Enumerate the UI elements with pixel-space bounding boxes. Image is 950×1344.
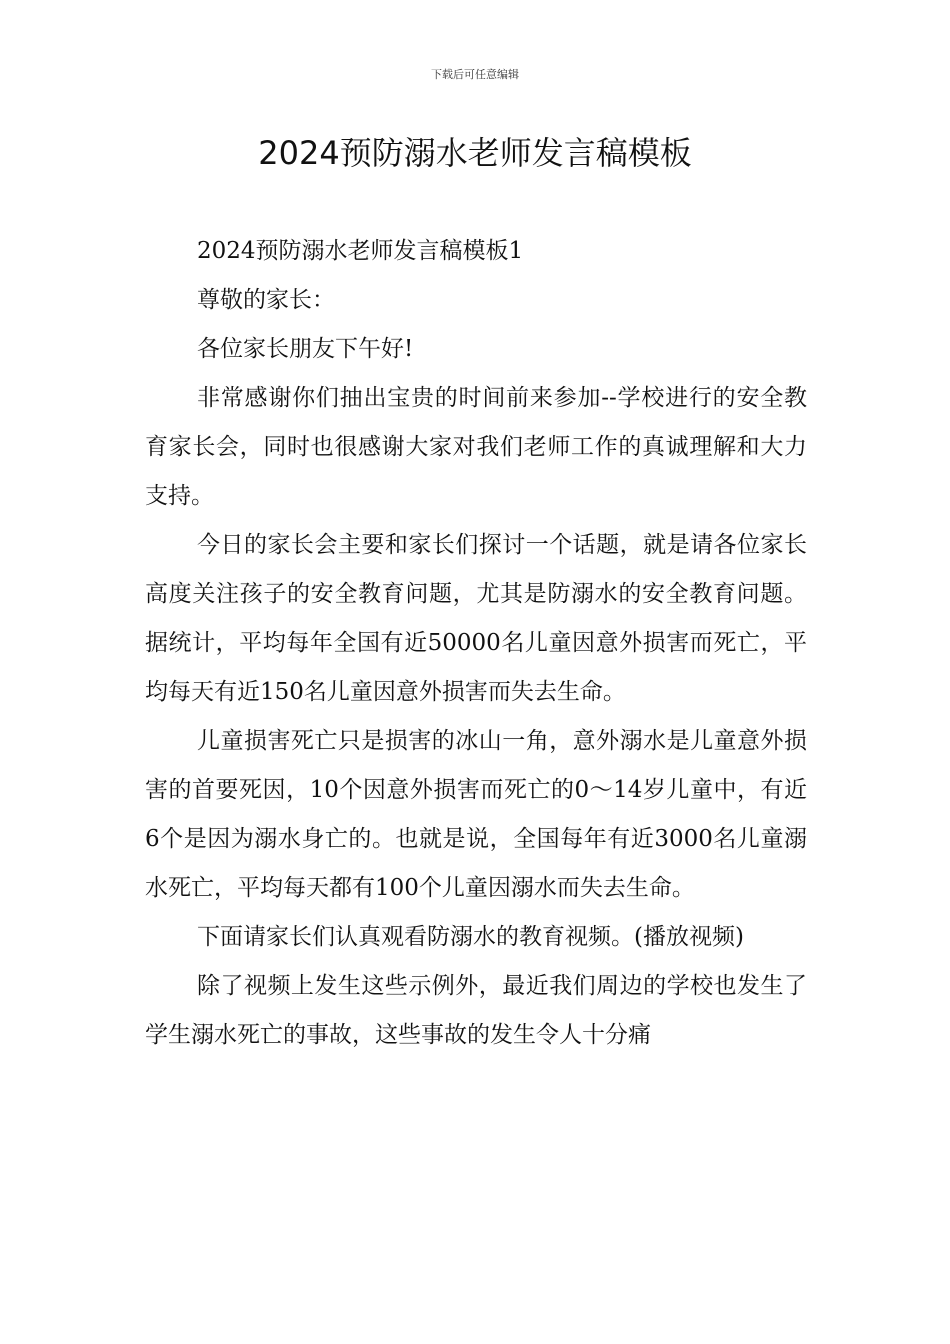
paragraph-subtitle: 2024预防溺水老师发言稿模板1	[197, 238, 524, 264]
paragraph-greeting: 各位家长朋友下午好!	[197, 336, 414, 362]
document-title: 2024预防溺水老师发言稿模板	[258, 134, 692, 172]
paragraph-incidents: 除了视频上发生这些示例外，最近我们周边的学校也发生了学生溺水死亡的事故，这些事故的发生令人十分痛	[145, 973, 807, 1048]
paragraph-thanks: 非常感谢你们抽出宝贵的时间前来参加--学校进行的安全教育家长会，同时也很感谢大家对我们老师工作的真诚理解和大力支持。	[145, 385, 807, 509]
header-note: 下载后可任意编辑	[431, 68, 519, 81]
paragraph-salutation: 尊敬的家长：	[197, 287, 335, 313]
paragraph-statistics: 儿童损害死亡只是损害的冰山一角，意外溺水是儿童意外损害的首要死因，10个因意外损害而死亡的0～14岁儿童中，有近6个是因为溺水身亡的。也就是说，全国每年有近3000名儿童溺水死亡，平均每天都有100个儿童因溺水而失去生命。	[145, 728, 807, 901]
paragraph-video: 下面请家长们认真观看防溺水的教育视频。(播放视频)	[197, 924, 744, 950]
document-body	[145, 227, 807, 1060]
paragraph-topic: 今日的家长会主要和家长们探讨一个话题，就是请各位家长高度关注孩子的安全教育问题，尤其是防溺水的安全教育问题。据统计，平均每年全国有近50000名儿童因意外损害而死亡，平均每天有近150名儿童因意外损害而失去生命。	[145, 532, 807, 705]
